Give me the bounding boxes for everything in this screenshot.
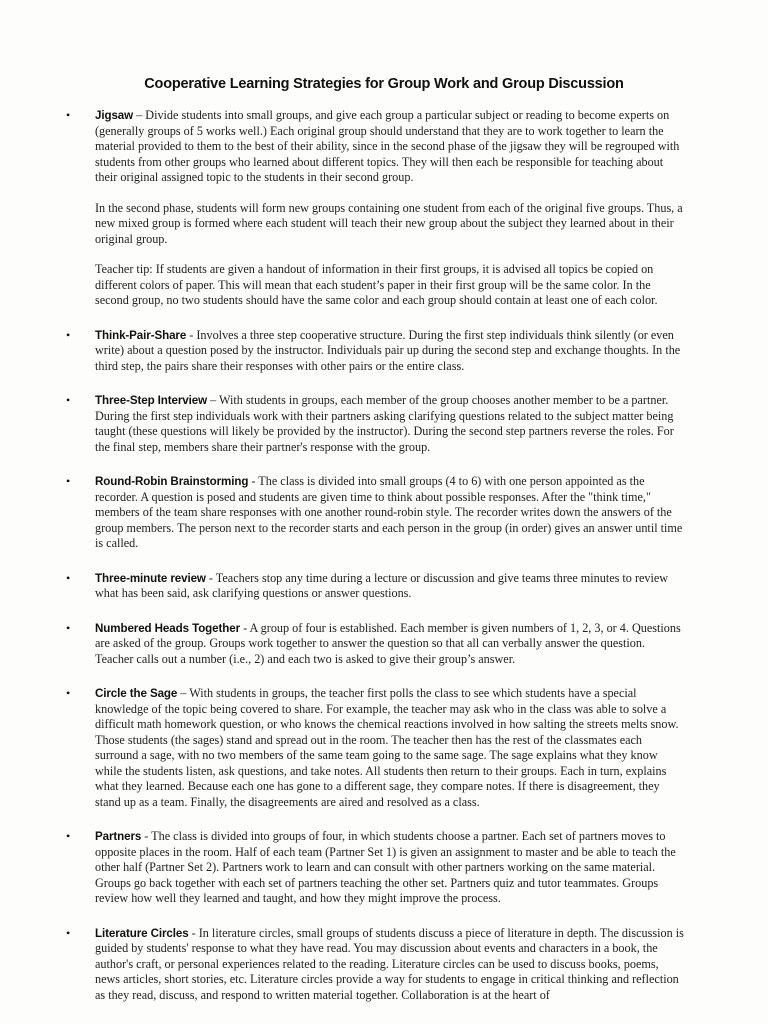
list-item [66,327,685,375]
item-paragraph [95,571,685,602]
strategy-description: – Divide students into small groups, and give each group a particular subject or reading to become experts on (generally groups of 5 works well.) Each original group should understand that they are to work together to learn the material provided to them to the best of their ability, since in the second phase of the jigsaw they will be regrouped with students from other groups who learned about different topics. They will then each be responsible for teaching about their original assigned topic to the students in their second group. [95,108,680,184]
bullet-icon: • [66,474,71,488]
strategy-term: Think-Pair-Share [95,328,187,342]
list-item [66,570,685,602]
strategy-term: Literature Circles [95,926,189,940]
item-paragraph [95,686,685,810]
strategy-term: Jigsaw [95,109,134,122]
bullet-icon: • [66,570,71,585]
strategy-description: – With students in groups, each member of the group chooses another member to be a partner. During the first step individuals work with their partners asking clarifying questions related to the subject matter being taught (these questions will likely be provided by the instructor). During the second step partners reverse the roles. For the final step, members share their partner's response with the group. [95,393,674,454]
bullet-icon: • [66,829,71,843]
item-paragraph [95,393,685,455]
bullet-icon: • [66,108,71,122]
strategy-description: - In literature circles, small groups of students discuss a piece of literature in depth. The discussion is guided by students' response to what they have read. You may discussion about events and characters in a book, the author's craft, or personal experiences related to the reading. Literature circles can be used to discuss books, poems, news articles, short stories, etc. Literature circles provide a way for students to engage in critical thinking and reflection as they read, discuss, and respond to written material together. Collaboration is at the heart of [95,925,684,1002]
item-paragraph [95,621,685,668]
strategy-description: - A group of four is established. Each member is given numbers of 1, 2, 3, or 4. Questions are asked of the group. Groups work together to answer the question so that all can verbally answer the question. Teacher calls out a number (i.e., 2) and each two is asked to give their group’s answer. [95,620,681,666]
strategy-term: Partners [95,830,142,843]
list-item [66,925,685,1004]
item-paragraph [95,108,685,186]
item-sub-paragraph: In the second phase, students will form new groups containing one student from each of the original five groups. Thus, a new mixed group is formed where each student will teach their new group about the subject they learned about in their original group. [95,200,683,246]
bullet-icon: • [66,393,71,407]
list-item [66,620,685,668]
list-item [66,108,685,309]
strategy-description: – With students in groups, the teacher first polls the class to see which students have a special knowledge of the topic being covered to share. For example, the teacher may ask who in the class was able to solve a difficult math homework question, or who knows the chemical reactions involved in how salting the streets melts snow. Those students (the sages) stand and spread out in the room. The teacher then has the rest of the classmates each surround a sage, with no two members of the same team going to the same sage. The sage explains what they know while the students listen, ask questions, and take notes. All students then return to their groups. Each in turn, explains what they learned. Because each one has gone to a different sage, they compare notes. If there is disagreement, they stand up as a team. Finally, the disagreements are aired and resolved as a class. [95,686,679,809]
item-paragraph [95,474,685,552]
strategy-term: Numbered Heads Together [95,621,241,635]
item-sub-paragraph: Teacher tip: If students are given a handout of information in their first groups, it is advised all topics be copied on different colors of paper. This will mean that each student’s paper in their first group will be the same color. In the second group, no two students should have the same color and each group should contain at least one of each color. [95,262,658,307]
strategy-term: Three-minute review [95,571,206,585]
bullet-icon: • [66,327,71,342]
strategy-description: - Involves a three step cooperative structure. During the first step individuals think silently (or even write) about a question posed by the instructor. Individuals pair up during the second step and exchange thoughts. In the third step, the pairs share their responses with other pairs or the entire class. [95,327,681,373]
page-title: Cooperative Learning Strategies for Group Work and Group Discussion [144,76,624,92]
list-item [66,393,685,455]
strategy-description: - The class is divided into small groups (4 to 6) with one person appointed as the recorder. A question is posed and students are given time to think about possible responses. After the "think time," members of the team share responses with one another round-robin style. The recorder writes down the answers of the group members. The person next to the recorder starts and each person in the group (in order) gives an answer until time is called. [95,474,683,550]
item-paragraph [95,328,685,375]
list-item [66,686,685,810]
bullet-icon: • [66,620,71,635]
strategy-list [66,108,685,1022]
item-paragraph [95,829,685,907]
item-paragraph [95,926,685,1004]
list-item [66,474,685,552]
strategy-description: - Teachers stop any time during a lecture or discussion and give teams three minutes to review what has been said, ask clarifying questions or answer questions. [95,570,669,600]
strategy-description: - The class is divided into groups of four, in which students choose a partner. Each set of partners moves to opposite places in the room. Half of each team (Partner Set 1) is given an assignment to master and be able to teach the other half (Partner Set 2). Partners work to learn and can consult with other partners working on the same material. Groups go back together with each set of partners teaching the other set. Partners quiz and tutor teammates. Groups review how well they learned and taught, and how they might improve the process. [95,829,676,905]
strategy-term: Circle the Sage [95,687,178,700]
bullet-icon: • [66,686,71,700]
strategy-term: Three-Step Interview [95,394,208,407]
bullet-icon: • [66,925,71,940]
strategy-term: Round-Robin Brainstorming [95,475,249,488]
list-item [66,829,685,907]
